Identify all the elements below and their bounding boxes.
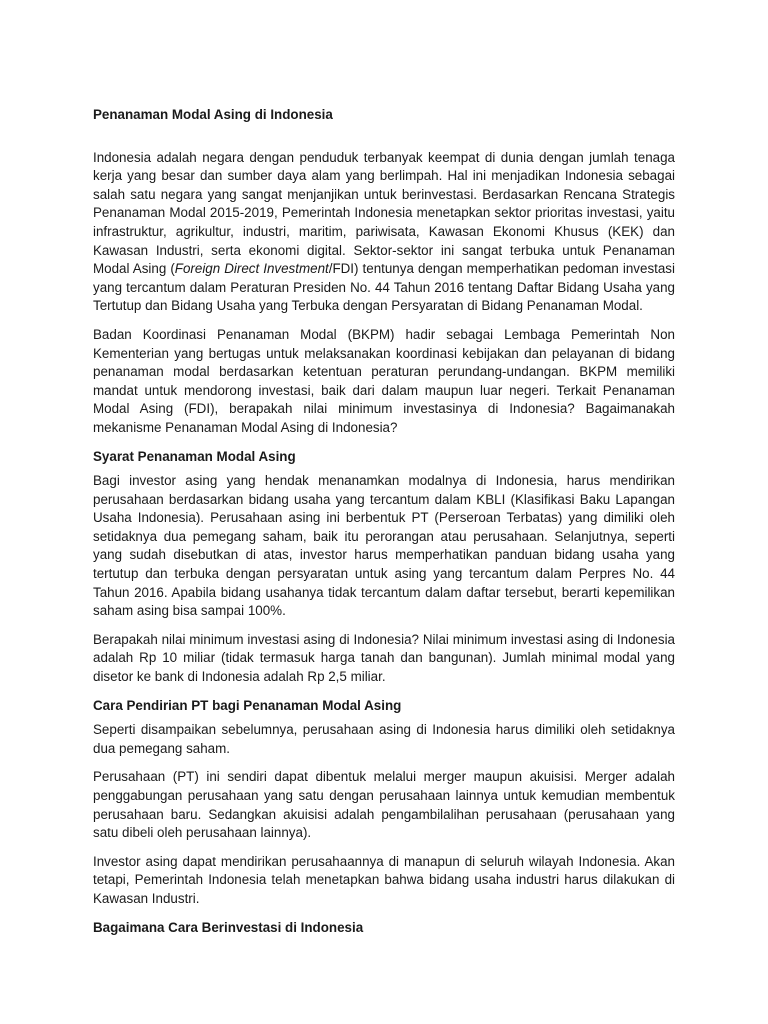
heading-cara-pendirian: Cara Pendirian PT bagi Penanaman Modal Asing bbox=[93, 697, 402, 713]
paragraph-merger-akuisisi: Perusahaan (PT) ini sendiri dapat dibentuk melalui merger maupun akuisisi. Merger adalah penggabungan perusahaan yang satu dengan perusahaan lainnya untuk kemudian membentuk perusahaan baru. Sedangkan akuisisi adalah pengambilalihan perusahaan (perusahaan yang satu dibeli oleh perusahaan lainnya). bbox=[93, 769, 675, 841]
paragraph-intro-italic: Foreign Direct Investment bbox=[174, 261, 329, 277]
document-title: Penanaman Modal Asing di Indonesia bbox=[93, 107, 333, 122]
heading-cara-berinvestasi: Bagaimana Cara Berinvestasi di Indonesia bbox=[93, 919, 364, 935]
paragraph-syarat: Bagi investor asing yang hendak menanamkan modalnya di Indonesia, harus mendirikan perusahaan berdasarkan bidang usaha yang tercantum dalam KBLI (Klasifikasi Baku Lapangan Usaha Indonesia). Perusahaan asing ini berbentuk PT (Perseroan Terbatas) yang dimiliki oleh setidaknya dua pemegang saham, baik itu perorangan atau perusahaan. Selanjutnya, seperti yang sudah disebutkan di atas, investor harus memperhatikan panduan bidang usaha yang tertutup dan terbuka dengan persyaratan untuk asing yang tercantum dalam Perpres No. 44 Tahun 2016. Apabila bidang usahanya tidak tercantum dalam daftar tersebut, berarti kepemilikan saham asing bisa sampai 100%. bbox=[93, 473, 675, 619]
heading-syarat: Syarat Penanaman Modal Asing bbox=[93, 448, 296, 464]
paragraph-intro-text-end: /FDI) tentunya dengan memperhatikan pedoman investasi yang tercantum dalam Peraturan Presiden No. 44 Tahun 2016 tentang Daftar Bidang Usaha yang Tertutup dan Bidang Usaha yang Terbuka dengan Persyaratan di Bidang Penanaman Modal. bbox=[93, 261, 675, 314]
paragraph-intro-text: Indonesia adalah negara dengan penduduk terbanyak keempat di dunia dengan jumlah tenaga kerja yang besar dan sumber daya alam yang berlimpah. Hal ini menjadikan Indonesia sebagai salah satu negara yang sangat menjanjikan untuk berinvestasi. Berdasarkan Rencana Strategis Penanaman Modal 2015-2019, Pemerintah Indonesia menetapkan sektor prioritas investasi, yaitu infrastruktur, agrikultur, industri, maritim, pariwisata, Kawasan Ekonomi Khusus (KEK) dan Kawasan Industri, serta ekonomi digital. Sektor-sektor ini sangat terbuka untuk Penanaman Modal Asing ( bbox=[93, 149, 675, 277]
paragraph-kawasan-industri: Investor asing dapat mendirikan perusahaannya di manapun di seluruh wilayah Indonesia. Akan tetapi, Pemerintah Indonesia telah menetapkan bahwa bidang usaha industri harus dilakukan di Kawasan Industri. bbox=[93, 853, 675, 906]
paragraph-intro bbox=[93, 149, 675, 316]
paragraph-minimum-investasi: Berapakah nilai minimum investasi asing di Indonesia? Nilai minimum investasi asing di Indonesia adalah Rp 10 miliar (tidak termasuk harga tanah dan bangunan). Jumlah minimal modal yang disetor ke bank di Indonesia adalah Rp 2,5 miliar. bbox=[93, 631, 675, 685]
paragraph-bkpm: Badan Koordinasi Penanaman Modal (BKPM) hadir sebagai Lembaga Pemerintah Non Kementerian yang bertugas untuk melaksanakan koordinasi kebijakan dan pelayanan di bidang penanaman modal berdasarkan ketentuan peraturan perundang-undangan. BKPM memiliki mandat untuk mendorong investasi, baik dari dalam maupun luar negeri. Terkait Penanaman Modal Asing (FDI), berapakah nilai minimum investasinya di Indonesia? Bagaimanakah mekanisme Penanaman Modal Asing di Indonesia? bbox=[93, 326, 675, 435]
paragraph-pemegang-saham: Seperti disampaikan sebelumnya, perusahaan asing di Indonesia harus dimiliki oleh setidaknya dua pemegang saham. bbox=[93, 722, 675, 756]
document-page bbox=[93, 106, 675, 943]
